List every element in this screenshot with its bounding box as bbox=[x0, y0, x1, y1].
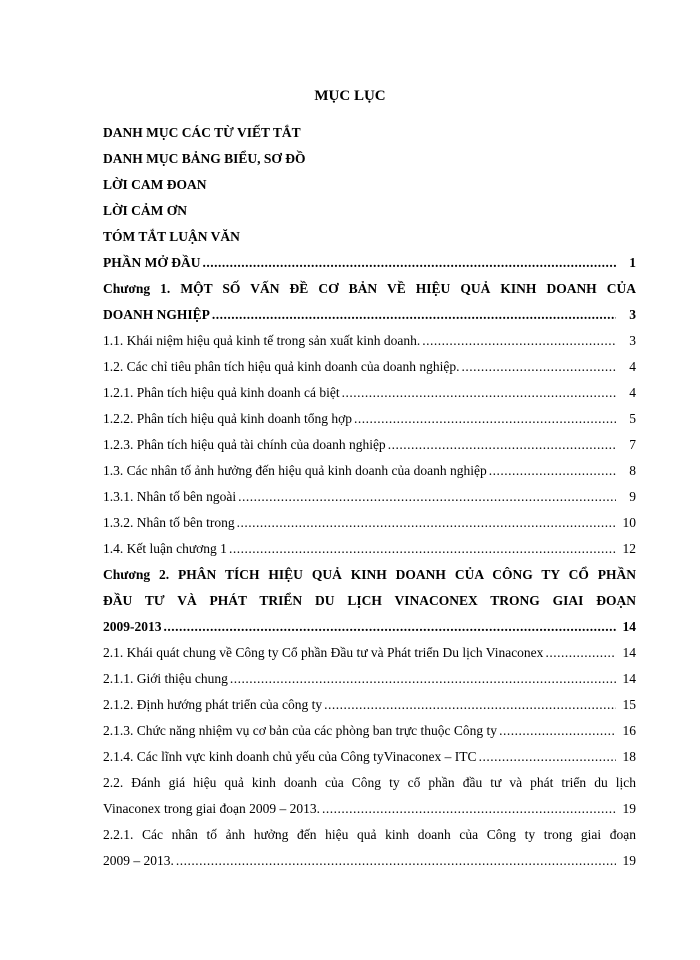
toc-entry-label: 1.2.3. Phân tích hiệu quả tài chính của doanh nghiệp bbox=[103, 437, 386, 452]
toc-entry-1-1[interactable] bbox=[103, 332, 636, 349]
toc-entry-introduction[interactable] bbox=[103, 254, 636, 271]
toc-entry-label: DOANH NGHIỆP bbox=[103, 307, 210, 322]
toc-entry-label: 2009-2013 bbox=[103, 619, 162, 634]
toc-leader bbox=[203, 254, 617, 271]
toc-leader bbox=[324, 696, 616, 713]
toc-leader bbox=[176, 852, 616, 869]
toc-page-number: 5 bbox=[629, 411, 636, 426]
toc-leader bbox=[212, 306, 616, 323]
toc-page-number: 3 bbox=[629, 333, 636, 348]
toc-page-number: 12 bbox=[622, 541, 636, 556]
toc-page-number: 4 bbox=[629, 359, 636, 374]
toc-entry-label: 2009 – 2013. bbox=[103, 853, 174, 868]
toc-leader bbox=[238, 488, 616, 505]
toc-leader bbox=[479, 748, 616, 765]
toc-entry-1-3[interactable] bbox=[103, 462, 636, 479]
toc-entry-label: 1.3. Các nhân tố ảnh hưởng đến hiệu quả kinh doanh của doanh nghiệp bbox=[103, 463, 487, 478]
toc-entry-1-3-2[interactable] bbox=[103, 514, 636, 531]
toc-entry-label: 2.1.3. Chức năng nhiệm vụ cơ bản của các phòng ban trực thuộc Công ty bbox=[103, 723, 498, 738]
toc-page-number: 8 bbox=[629, 463, 636, 478]
toc-entry-2-1-4[interactable] bbox=[103, 748, 636, 765]
toc-leader bbox=[237, 514, 616, 531]
toc-entry-1-2-1[interactable] bbox=[103, 384, 636, 401]
toc-page-number: 9 bbox=[629, 489, 636, 504]
toc-page-number: 1 bbox=[629, 255, 636, 270]
toc-entry-2-2[interactable] bbox=[103, 800, 636, 817]
toc-leader bbox=[462, 358, 616, 375]
toc-entry-label: 1.3.1. Nhân tố bên ngoài bbox=[103, 489, 237, 504]
toc-entry-label: Vinaconex trong giai đoạn 2009 – 2013. bbox=[103, 801, 321, 816]
toc-entry-label: 1.1. Khái niệm hiệu quả kinh tế trong sản xuất kinh doanh. bbox=[103, 333, 421, 348]
front-matter-abbreviations: DANH MỤC CÁC TỪ VIẾT TẮT bbox=[103, 125, 301, 140]
toc-leader bbox=[164, 618, 617, 635]
toc-entry-label: 1.3.2. Nhân tố bên trong bbox=[103, 515, 235, 530]
toc-leader bbox=[229, 540, 616, 557]
toc-entry-1-2-3[interactable] bbox=[103, 436, 636, 453]
toc-entry-1-2-2[interactable] bbox=[103, 410, 636, 427]
front-matter-summary: TÓM TẮT LUẬN VĂN bbox=[103, 229, 240, 244]
toc-entry-1-3-1[interactable] bbox=[103, 488, 636, 505]
page-title: MỤC LỤC bbox=[314, 88, 386, 104]
toc-entry-label: 2.1. Khái quát chung về Công ty Cổ phần Đầu tư và Phát triển Du lịch Vinaconex bbox=[103, 645, 544, 660]
toc-page-number: 7 bbox=[629, 437, 636, 452]
toc-page-number: 19 bbox=[622, 853, 636, 868]
toc-entry-label: 1.2.2. Phân tích hiệu quả kinh doanh tổng hợp bbox=[103, 411, 352, 426]
toc-entry-2-2-1[interactable] bbox=[103, 852, 636, 869]
toc-entry-2-2-line1[interactable]: 2.2. Đánh giá hiệu quả kinh doanh của Công ty cổ phần đầu tư và phát triển du lịch bbox=[103, 775, 636, 790]
front-matter-acknowledgement: LỜI CẢM ƠN bbox=[103, 203, 187, 218]
toc-page-number: 3 bbox=[629, 307, 636, 322]
toc-entry-2-1-2[interactable] bbox=[103, 696, 636, 713]
front-matter-tables-figures: DANH MỤC BẢNG BIỂU, SƠ ĐỒ bbox=[103, 151, 306, 166]
toc-entry-label: 1.2. Các chỉ tiêu phân tích hiệu quả kinh doanh của doanh nghiệp. bbox=[103, 359, 460, 374]
toc-page-number: 18 bbox=[622, 749, 636, 764]
toc-leader bbox=[342, 384, 616, 401]
toc-page-number: 4 bbox=[629, 385, 636, 400]
toc-leader bbox=[354, 410, 616, 427]
toc-page-number: 14 bbox=[622, 645, 636, 660]
toc-entry-label: 1.4. Kết luận chương 1 bbox=[103, 541, 227, 556]
toc-entry-chapter2-line1[interactable]: Chương 2. PHÂN TÍCH HIỆU QUẢ KINH DOANH CỦA CÔNG TY CỔ PHẦN bbox=[103, 567, 636, 582]
toc-page-number: 16 bbox=[622, 723, 636, 738]
toc-entry-chapter2-line2[interactable]: ĐẦU TƯ VÀ PHÁT TRIỂN DU LỊCH VINACONEX TRONG GIAI ĐOẠN bbox=[103, 593, 636, 608]
toc-page-number: 14 bbox=[622, 619, 636, 634]
toc-entry-label: 2.1.4. Các lĩnh vực kinh doanh chủ yếu của Công tyVinaconex – ITC bbox=[103, 749, 477, 764]
toc-page-number: 14 bbox=[622, 671, 636, 686]
toc-entry-2-1-1[interactable] bbox=[103, 670, 636, 687]
toc-entry-chapter2[interactable] bbox=[103, 618, 636, 635]
toc-entry-label: 2.1.2. Định hướng phát triển của công ty bbox=[103, 697, 323, 712]
toc-entry-2-1[interactable] bbox=[103, 644, 636, 661]
toc-entry-chapter1[interactable] bbox=[103, 306, 636, 323]
toc-leader bbox=[388, 436, 616, 453]
toc-entry-label: 1.2.1. Phân tích hiệu quả kinh doanh cá biệt bbox=[103, 385, 340, 400]
toc-entry-label: 2.1.1. Giới thiệu chung bbox=[103, 671, 228, 686]
toc-entry-label: PHẦN MỞ ĐẦU bbox=[103, 255, 201, 270]
toc-entry-chapter1-line1[interactable]: Chương 1. MỘT SỐ VẤN ĐỀ CƠ BẢN VỀ HIỆU QUẢ KINH DOANH CỦA bbox=[103, 281, 636, 296]
toc-leader bbox=[499, 722, 616, 739]
toc-entry-2-1-3[interactable] bbox=[103, 722, 636, 739]
toc-entry-2-2-1-line1[interactable]: 2.2.1. Các nhân tố ảnh hưởng đến hiệu quả kinh doanh của Công ty trong giai đoạn bbox=[103, 827, 636, 842]
toc-leader bbox=[230, 670, 616, 687]
toc-page-number: 10 bbox=[622, 515, 636, 530]
toc-leader bbox=[422, 332, 616, 349]
toc-entry-1-4[interactable] bbox=[103, 540, 636, 557]
toc-leader bbox=[489, 462, 616, 479]
toc-leader bbox=[322, 800, 616, 817]
toc-entry-1-2[interactable] bbox=[103, 358, 636, 375]
toc-leader bbox=[545, 644, 616, 661]
toc-page-number: 15 bbox=[622, 697, 636, 712]
front-matter-declaration: LỜI CAM ĐOAN bbox=[103, 177, 207, 192]
toc-page-number: 19 bbox=[622, 801, 636, 816]
